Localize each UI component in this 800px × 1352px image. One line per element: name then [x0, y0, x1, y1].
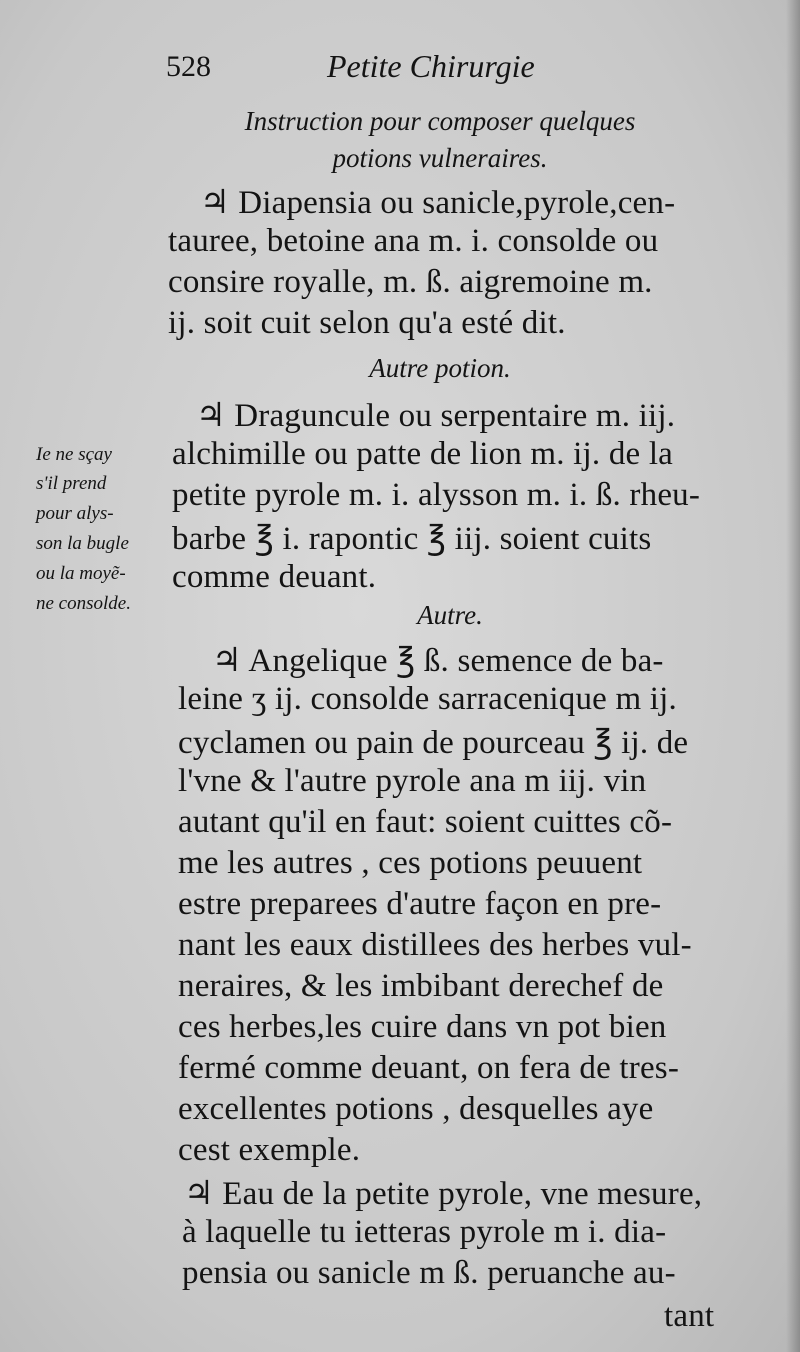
recipe-4-line: ♃ Eau de la petite pyrole, vne mesure,	[184, 1176, 703, 1212]
catchword: tant	[664, 1298, 715, 1334]
recipe-3-line: autant qu'il en faut: soient cuittes cõ-	[178, 804, 673, 840]
recipe-3-line: l'vne & l'autre pyrole ana m iij. vin	[178, 763, 647, 799]
subheading-autre-potion: Autre potion.	[369, 353, 511, 383]
recipe-3-line: fermé comme deuant, on fera de tres-	[178, 1050, 680, 1086]
recipe-1-line: ♃ Diapensia ou sanicle,pyrole,cen-	[200, 185, 676, 221]
margin-note-line: pour alys-	[36, 503, 114, 524]
recipe-2-line: ♃ Draguncule ou serpentaire m. iij.	[196, 398, 676, 434]
recipe-3-line: excellentes potions , desquelles aye	[178, 1091, 654, 1127]
recipe-3-line: me les autres , ces potions peuuent	[178, 845, 643, 881]
recipe-4-line: à laquelle tu ietteras pyrole m i. dia-	[182, 1214, 667, 1250]
page-header	[162, 46, 582, 96]
recipe-1-line: consire royalle, m. ß. aigremoine m.	[168, 264, 653, 300]
recipe-3-line: leine ʒ ij. consolde sarracenique m ij.	[178, 681, 677, 717]
recipe-3-line: cyclamen ou pain de pourceau ℥ ij. de	[178, 725, 689, 761]
recipe-3-line: neraires, & les imbibant derechef de	[178, 968, 664, 1004]
page-number: 528	[166, 50, 211, 83]
recipe-3-line: nant les eaux distillees des herbes vul-	[178, 927, 692, 963]
running-title: Petite Chirurgie	[327, 48, 535, 84]
recipe-4-line: pensia ou sanicle m ß. peruanche au-	[182, 1255, 676, 1291]
subheading-autre: Autre.	[417, 600, 483, 630]
section-heading-line-2: potions vulneraires.	[332, 143, 548, 173]
section-heading-line-1: Instruction pour composer quelques	[244, 106, 636, 136]
margin-note-line: ne consolde.	[36, 593, 131, 614]
recipe-2-line: comme deuant.	[172, 559, 377, 595]
margin-note-line: ou la moyẽ-	[36, 563, 126, 584]
recipe-2-line: alchimille ou patte de lion m. ij. de la	[172, 436, 674, 472]
recipe-2-line: petite pyrole m. i. alysson m. i. ß. rheu-	[172, 477, 701, 513]
margin-note-line: s'il prend	[36, 473, 107, 494]
recipe-2-line: barbe ℥ i. rapontic ℥ iij. soient cuits	[172, 521, 652, 557]
margin-note-line: son la bugle	[36, 533, 129, 554]
recipe-3-line: ♃ Angelique ℥ ß. semence de ba-	[212, 643, 664, 679]
page-edge-shadow	[786, 0, 800, 1352]
recipe-1-line: ij. soit cuit selon qu'a esté dit.	[168, 305, 566, 341]
recipe-3-line: estre preparees d'autre façon en pre-	[178, 886, 662, 922]
recipe-1-line: tauree, betoine ana m. i. consolde ou	[168, 223, 659, 259]
margin-note-line: Ie ne sçay	[36, 444, 112, 465]
recipe-3-line: ces herbes,les cuire dans vn pot bien	[178, 1009, 667, 1045]
recipe-3-line: cest exemple.	[178, 1132, 361, 1168]
